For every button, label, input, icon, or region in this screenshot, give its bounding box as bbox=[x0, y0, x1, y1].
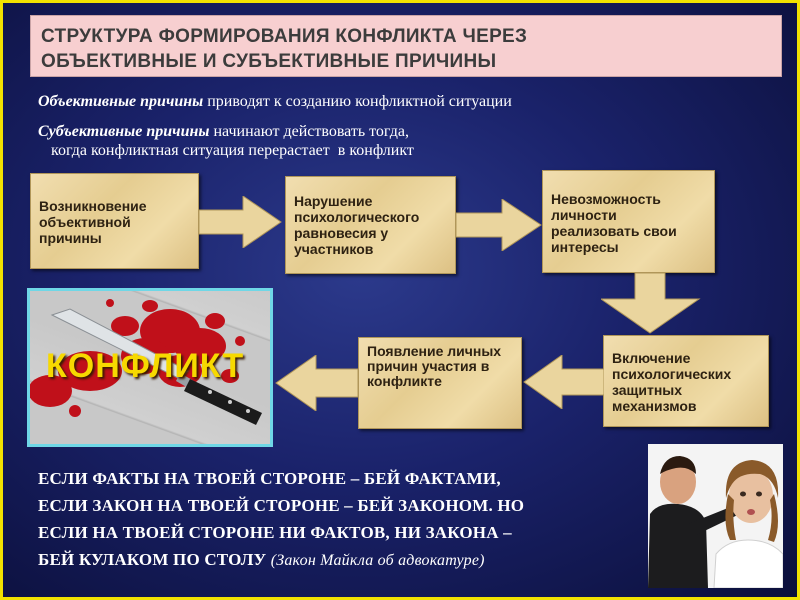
objective-causes-term: Объективные причины bbox=[38, 93, 204, 110]
quote-line-4-text: БЕЙ КУЛАКОМ ПО СТОЛУ bbox=[38, 550, 267, 569]
quote-citation: (Закон Майкла об адвокатуре) bbox=[270, 552, 485, 569]
flow-box-objective-cause: Возникновение объективной причины bbox=[30, 173, 199, 269]
subjective-causes-rest: начинают действовать тогда, bbox=[209, 123, 409, 140]
flow-box-defense-mechanisms: Включение психологических защитных механизмов bbox=[603, 335, 769, 427]
arrow-right-1 bbox=[199, 196, 285, 248]
arrow-right-2 bbox=[456, 199, 544, 251]
subjective-causes-term: Субъективные причины bbox=[38, 123, 210, 140]
flow-box-psychological-balance: Нарушение психологического равновесия у участников bbox=[285, 176, 456, 274]
title-line-2: ОБЪЕКТИВНЫЕ И СУБЪЕКТИВНЫЕ ПРИЧИНЫ bbox=[41, 51, 497, 72]
flow-box-personal-causes: Появление личных причин участия в конфликте bbox=[358, 337, 522, 429]
conflict-label: КОНФЛИКТ bbox=[46, 347, 245, 385]
quote-line-2: ЕСЛИ ЗАКОН НА ТВОЕЙ СТОРОНЕ – БЕЙ ЗАКОНОМ. НО bbox=[38, 496, 525, 515]
slide-title bbox=[30, 15, 782, 77]
quote-line-4 bbox=[38, 546, 638, 574]
objective-causes-text bbox=[38, 91, 512, 113]
objective-causes-rest: приводят к созданию конфликтной ситуации bbox=[203, 93, 512, 110]
people-illustration bbox=[648, 444, 783, 588]
conflict-knife-image bbox=[27, 288, 273, 447]
arguing-people-image bbox=[648, 444, 783, 588]
quote-line-1: ЕСЛИ ФАКТЫ НА ТВОЕЙ СТОРОНЕ – БЕЙ ФАКТАМИ, bbox=[38, 469, 501, 488]
arrow-left-1 bbox=[522, 355, 604, 409]
title-line-1: СТРУКТУРА ФОРМИРОВАНИЯ КОНФЛИКТА ЧЕРЕЗ bbox=[41, 26, 528, 47]
subjective-causes-line-2: когда конфликтная ситуация перерастает в конфликт bbox=[51, 142, 414, 159]
flow-box-interests: Невозможность личности реализовать свои интересы bbox=[542, 170, 715, 273]
arrow-left-2 bbox=[274, 355, 358, 411]
law-quote bbox=[38, 465, 638, 574]
arrow-down bbox=[601, 273, 701, 335]
quote-line-3: ЕСЛИ НА ТВОЕЙ СТОРОНЕ НИ ФАКТОВ, НИ ЗАКОНА – bbox=[38, 523, 512, 542]
